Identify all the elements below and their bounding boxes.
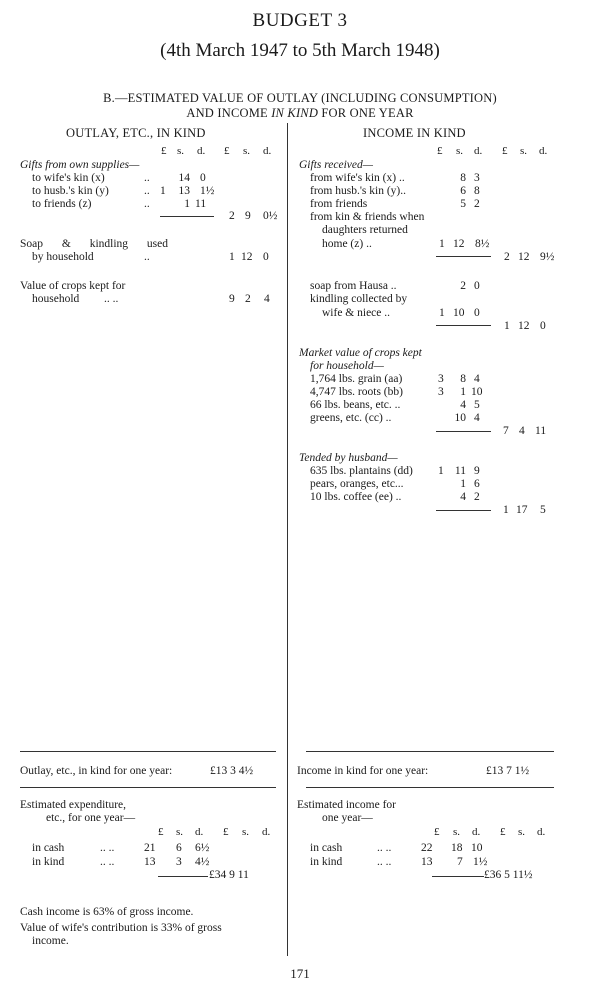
right-tended-row-shillings: 4: [460, 491, 466, 503]
left-gifts-total-pence: 0½: [263, 210, 278, 222]
left-gift-label: to husb.'s kin (y): [32, 185, 109, 197]
left-gift-pounds: 1: [160, 185, 166, 197]
right-gift-kin-pounds: 1: [439, 238, 445, 250]
right-estimate-label-1: Estimated income for: [297, 799, 396, 811]
left-est-head-d2: d.: [262, 826, 271, 838]
left-est-row-pence: 4½: [195, 856, 210, 868]
right-kindling-label-2: wife & niece ..: [322, 307, 391, 319]
left-crops-total-pence: 4: [264, 293, 270, 305]
left-est-row-dots: .. ..: [100, 842, 115, 854]
right-money-head-d2: d.: [539, 145, 548, 157]
right-soap-total-pence: 0: [540, 320, 546, 332]
left-gift-label: to friends (z): [32, 198, 92, 210]
left-money-head-pound1: £: [161, 145, 167, 157]
right-est-head-pound1: £: [434, 826, 440, 838]
left-crops-label-2: household: [32, 293, 80, 305]
right-soap-shillings: 2: [460, 280, 466, 292]
right-soap-label: soap from Hausa ..: [310, 280, 397, 292]
right-est-row-dots: .. ..: [377, 842, 392, 854]
right-tended-row-pence: 9: [474, 465, 480, 477]
right-est-row-label: in cash: [310, 842, 343, 854]
left-est-row-label: in kind: [32, 856, 65, 868]
right-tended-row-shillings: 1: [460, 478, 466, 490]
right-est-head-d2: d.: [537, 826, 546, 838]
right-money-head-s2: s.: [520, 145, 528, 157]
right-market-row-pounds: 3: [438, 386, 444, 398]
right-gift-label: from friends: [310, 198, 368, 210]
right-est-head-s1: s.: [453, 826, 461, 838]
left-gifts-heading: Gifts from own supplies—: [20, 159, 140, 171]
right-summary-rule-bottom: [306, 787, 554, 788]
right-gift-label: from husb.'s kin (y)..: [310, 185, 406, 197]
left-crops-total-shillings: 2: [245, 293, 251, 305]
left-est-row-pounds: 21: [144, 842, 156, 854]
left-soap-dots: ..: [144, 251, 150, 263]
right-est-total: £36 5 11½: [484, 869, 533, 881]
right-gift-label: from wife's kin (x) ..: [310, 172, 405, 184]
right-est-head-d1: d.: [472, 826, 481, 838]
right-gift-kin-label-1: from kin & friends when: [310, 211, 425, 223]
right-market-row-label: 1,764 lbs. grain (aa): [310, 373, 403, 385]
page-title: BUDGET 3: [252, 10, 348, 31]
left-est-row-shillings: 3: [176, 856, 182, 868]
right-summary-label: Income in kind for one year:: [297, 765, 429, 777]
left-est-head-pound2: £: [223, 826, 229, 838]
right-market-row-shillings: 1: [460, 386, 466, 398]
right-market-row-pounds: 3: [438, 373, 444, 385]
left-gifts-subtotal-rule: [160, 216, 214, 217]
left-gift-shillings: 13: [178, 185, 190, 197]
left-soap-total-pence: 0: [263, 251, 269, 263]
left-note-cash: Cash income is 63% of gross income.: [20, 906, 194, 918]
left-note-wife-1: Value of wife's contribution is 33% of gross: [20, 922, 222, 934]
right-gift-shillings: 8: [460, 172, 466, 184]
right-gift-pence: 8: [474, 185, 480, 197]
left-money-head-s2: s.: [243, 145, 251, 157]
left-gift-pence: 1½: [200, 185, 215, 197]
right-soap-pence: 0: [474, 280, 480, 292]
right-est-row-pounds: 22: [421, 842, 433, 854]
right-soap-total-shillings: 12: [518, 320, 530, 332]
right-market-row-shillings: 4: [460, 399, 466, 411]
page-subtitle: (4th March 1947 to 5th March 1948): [160, 40, 440, 61]
right-money-head-pound2: £: [502, 145, 508, 157]
left-gift-pence: 11: [195, 198, 207, 210]
right-estimate-label-2: one year—: [322, 812, 373, 824]
right-market-row-label: 4,747 lbs. roots (bb): [310, 386, 403, 398]
left-gift-dots: ..: [144, 198, 150, 210]
left-crops-dots: .. ..: [104, 293, 119, 305]
right-market-heading-2: for household—: [310, 360, 384, 372]
right-est-row-shillings: 18: [451, 842, 463, 854]
left-soap-total-shillings: 12: [241, 251, 253, 263]
left-est-row-label: in cash: [32, 842, 65, 854]
left-est-row-dots: .. ..: [100, 856, 115, 868]
right-est-row-pounds: 13: [421, 856, 433, 868]
section-heading-line1: B.—ESTIMATED VALUE OF OUTLAY (INCLUDING CONSUMPTION): [103, 91, 497, 105]
right-est-head-pound2: £: [500, 826, 506, 838]
right-tended-row-label: 635 lbs. plantains (dd): [310, 465, 413, 477]
right-market-total-pence: 11: [535, 425, 547, 437]
right-gift-kin-label-3: home (z) ..: [322, 238, 372, 250]
left-money-head-pound2: £: [224, 145, 230, 157]
right-tended-row-shillings: 11: [454, 465, 466, 477]
right-market-total-shillings: 4: [519, 425, 525, 437]
left-soap-label-1: Soap & kindling used: [20, 238, 168, 250]
right-market-row-pence: 4: [474, 412, 480, 424]
left-estimate-label-2: etc., for one year—: [46, 812, 136, 824]
right-gifts-heading: Gifts received—: [299, 159, 373, 171]
right-est-row-pence: 1½: [473, 856, 488, 868]
right-market-heading-1: Market value of crops kept: [299, 347, 422, 359]
right-market-row-shillings: 10: [454, 412, 466, 424]
right-gift-pence: 2: [474, 198, 480, 210]
right-gift-pence: 3: [474, 172, 480, 184]
right-gifts-total-pounds: 2: [504, 251, 510, 263]
left-est-head-s1: s.: [176, 826, 184, 838]
left-soap-total-pounds: 1: [229, 251, 235, 263]
right-soap-subtotal-rule: [436, 325, 491, 326]
right-money-head-pound1: £: [437, 145, 443, 157]
right-tended-row-pence: 6: [474, 478, 480, 490]
right-market-row-label: greens, etc. (cc) ..: [310, 412, 392, 424]
section-heading-pre: AND INCOME: [186, 106, 268, 120]
right-tended-total-shillings: 17: [516, 504, 528, 516]
column-divider: [287, 123, 288, 956]
right-kindling-label-1: kindling collected by: [310, 293, 408, 305]
left-est-head-d1: d.: [195, 826, 204, 838]
left-estimate-label-1: Estimated expenditure,: [20, 799, 127, 811]
left-summary-rule-bottom: [20, 787, 276, 788]
right-tended-total-pounds: 1: [503, 504, 509, 516]
right-est-row-shillings: 7: [457, 856, 463, 868]
right-est-row-dots: .. ..: [377, 856, 392, 868]
right-tended-row-pence: 2: [474, 491, 480, 503]
left-gift-label: to wife's kin (x): [32, 172, 105, 184]
right-gifts-total-shillings: 12: [518, 251, 530, 263]
left-gifts-total-shillings: 9: [245, 210, 251, 222]
left-est-total-rule: [158, 876, 208, 877]
left-money-head-s1: s.: [177, 145, 185, 157]
left-gift-shillings: 14: [178, 172, 190, 184]
left-crops-label-1: Value of crops kept for: [20, 280, 126, 292]
right-gifts-total-pence: 9½: [540, 251, 555, 263]
left-soap-label-2: by household: [32, 251, 94, 263]
right-tended-row-label: pears, oranges, etc...: [310, 478, 404, 490]
right-money-head-d1: d.: [474, 145, 483, 157]
left-est-row-pence: 6½: [195, 842, 210, 854]
right-summary-rule-top: [306, 751, 554, 752]
left-column-heading: OUTLAY, ETC., IN KIND: [66, 126, 206, 140]
right-est-row-label: in kind: [310, 856, 343, 868]
right-gift-kin-label-2: daughters returned: [322, 224, 408, 236]
right-gift-kin-shillings: 12: [453, 238, 465, 250]
right-tended-subtotal-rule: [436, 510, 491, 511]
left-summary-label: Outlay, etc., in kind for one year:: [20, 765, 173, 777]
right-kindling-pounds: 1: [439, 307, 445, 319]
left-crops-total-pounds: 9: [229, 293, 235, 305]
left-est-head-s2: s.: [242, 826, 250, 838]
left-gift-pence: 0: [200, 172, 206, 184]
right-money-head-s1: s.: [456, 145, 464, 157]
left-money-head-d1: d.: [197, 145, 206, 157]
right-est-total-rule: [432, 876, 484, 877]
right-tended-heading: Tended by husband—: [299, 452, 398, 464]
left-summary-rule-top: [20, 751, 276, 752]
left-money-head-d2: d.: [263, 145, 272, 157]
right-est-row-pence: 10: [471, 842, 483, 854]
right-tended-total-pence: 5: [540, 504, 546, 516]
left-gift-dots: ..: [144, 172, 150, 184]
left-gift-shillings: 1: [184, 198, 190, 210]
right-kindling-pence: 0: [474, 307, 480, 319]
section-heading-post: FOR ONE YEAR: [321, 106, 414, 120]
right-kindling-shillings: 10: [453, 307, 465, 319]
right-market-row-shillings: 8: [460, 373, 466, 385]
right-gift-kin-pence: 8½: [475, 238, 490, 250]
right-gifts-subtotal-rule: [436, 256, 491, 257]
right-summary-value: £13 7 1½: [486, 765, 530, 777]
right-market-row-pence: 4: [474, 373, 480, 385]
left-note-wife-2: income.: [32, 935, 69, 947]
right-tended-row-pounds: 1: [438, 465, 444, 477]
left-est-row-pounds: 13: [144, 856, 156, 868]
right-column-heading: INCOME IN KIND: [363, 126, 466, 140]
right-gift-shillings: 5: [460, 198, 466, 210]
left-gift-dots: ..: [144, 185, 150, 197]
right-tended-row-label: 10 lbs. coffee (ee) ..: [310, 491, 402, 503]
left-est-total: £34 9 11: [209, 869, 249, 881]
left-summary-value: £13 3 4½: [210, 765, 254, 777]
section-heading-line2: [0, 106, 600, 121]
right-soap-total-pounds: 1: [504, 320, 510, 332]
right-market-total-pounds: 7: [503, 425, 509, 437]
right-market-row-pence: 5: [474, 399, 480, 411]
right-est-head-s2: s.: [518, 826, 526, 838]
left-gifts-total-pounds: 2: [229, 210, 235, 222]
left-est-head-pound1: £: [158, 826, 164, 838]
right-market-row-label: 66 lbs. beans, etc. ..: [310, 399, 401, 411]
page-number: 171: [290, 966, 310, 981]
right-market-row-pence: 10: [471, 386, 483, 398]
left-est-row-shillings: 6: [176, 842, 182, 854]
right-market-subtotal-rule: [436, 431, 491, 432]
right-gift-shillings: 6: [460, 185, 466, 197]
section-heading-italic: IN KIND: [271, 106, 319, 120]
